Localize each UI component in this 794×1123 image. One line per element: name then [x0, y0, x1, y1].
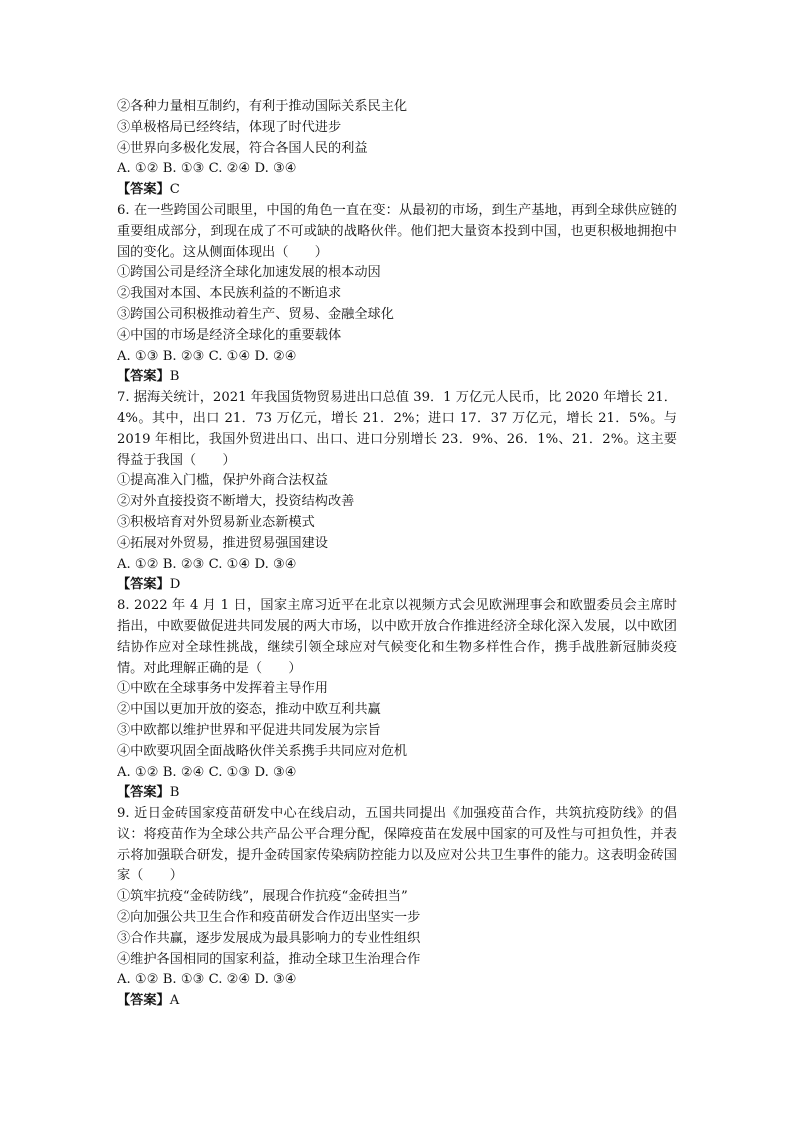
q8-option-4: ④中欧要巩固全面战略伙伴关系携手共同应对危机 [117, 743, 408, 759]
q6-answer-value: B [169, 369, 180, 385]
question-9-block [117, 804, 677, 1012]
q9-option-1: ①筑牢抗疫“金砖防线”，展现合作抗疫“金砖担当” [117, 889, 408, 905]
q8-answer-tag: 【答案】 [117, 785, 170, 801]
q9-stem: 9. 近日金砖国家疫苗研发中心在线启动，五国共同提出《加强疫苗合作，共筑抗疫防线》的倡议：将疫苗作为全球公共产品公平合理分配，保障疫苗在发展中国家的可及性与可担负性，并表示将加强联合研发，提升金砖国家传染病防控能力以及应对公共卫生事件的能力。这表明金砖国家（ ） [117, 806, 677, 884]
q8-choices: A. ①② B. ②④ C. ①③ D. ③④ [117, 764, 297, 780]
q7-answer [117, 575, 677, 596]
q7-answer-value: D [169, 577, 181, 593]
q7-stem: 7. 据海关统计，2021 年我国货物贸易进出口总值 39．1 万亿元人民币，比 2020 年增长 21．4%。其中，出口 21．73 万亿元，增长 21．2%；进口 17．37 万亿元，增长 21．5%。与 2019 年相比，我国外贸进出口、出口、进口分别增长 23．9%、26．1%、21．2%。这主要得益于我国（ ） [117, 390, 677, 468]
q6-option-2: ②我国对本国、本民族利益的不断追求 [117, 286, 342, 302]
q5-option-4: ④世界向多极化发展，符合各国人民的利益 [117, 140, 368, 156]
q8-option-1: ①中欧在全球事务中发挥着主导作用 [117, 681, 328, 697]
q8-option-3: ③中欧都以维护世界和平促进共同发展为宗旨 [117, 722, 381, 738]
question-6-block [117, 201, 677, 388]
q7-option-4: ④拓展对外贸易，推进贸易强国建设 [117, 535, 328, 551]
q8-answer [117, 783, 677, 804]
q7-option-3: ③积极培育对外贸易新业态新模式 [117, 514, 315, 530]
q7-choices: A. ①② B. ②③ C. ①④ D. ③④ [117, 556, 297, 572]
q6-answer [117, 367, 677, 388]
q6-answer-tag: 【答案】 [117, 369, 170, 385]
q6-stem: 6. 在一些跨国公司眼里，中国的角色一直在变：从最初的市场，到生产基地，再到全球供应链的重要组成部分，到现在成了不可或缺的战略伙伴。他们把大量资本投到中国，也更积极地拥抱中国的变化。这从侧面体现出（ ） [117, 202, 677, 260]
q9-answer-tag: 【答案】 [117, 993, 170, 1009]
q5-answer-value: C [169, 182, 180, 198]
q7-option-1: ①提高准入门槛，保护外商合法权益 [117, 473, 328, 489]
question-8-block [117, 596, 677, 804]
q5-answer [117, 180, 677, 201]
q9-option-2: ②向加强公共卫生合作和疫苗研发合作迈出坚实一步 [117, 910, 421, 926]
q9-choices: A. ①② B. ①③ C. ②④ D. ③④ [117, 972, 297, 988]
question-7-block [117, 388, 677, 596]
q5-option-3: ③单极格局已经终结，体现了时代进步 [117, 119, 342, 135]
q8-answer-value: B [169, 785, 180, 801]
q7-option-2: ②对外直接投资不断增大，投资结构改善 [117, 494, 355, 510]
q9-answer-value: A [169, 993, 180, 1009]
q9-option-3: ③合作共赢，逐步发展成为最具影响力的专业性组织 [117, 930, 421, 946]
q8-stem: 8. 2022 年 4 月 1 日，国家主席习近平在北京以视频方式会见欧洲理事会和欧盟委员会主席时指出，中欧要做促进共同发展的两大市场，以中欧开放合作推进经济全球化深入发展，以中欧团结协作应对全球性挑战，继续引领全球应对气候变化和生物多样性合作，携手战胜新冠肺炎疫情。对此理解正确的是（ ） [117, 598, 677, 676]
exam-page [117, 97, 677, 1012]
q6-choices: A. ①③ B. ②③ C. ①④ D. ②④ [117, 348, 297, 364]
q6-option-1: ①跨国公司是经济全球化加速发展的根本动因 [117, 265, 381, 281]
q9-answer [117, 991, 677, 1012]
q9-option-4: ④维护各国相同的国家利益，推动全球卫生治理合作 [117, 951, 421, 967]
q5-option-2: ②各种力量相互制约，有利于推动国际关系民主化 [117, 99, 408, 114]
question-5-block [117, 97, 677, 201]
q6-option-3: ③跨国公司积极推动着生产、贸易、金融全球化 [117, 306, 394, 322]
q7-answer-tag: 【答案】 [117, 577, 170, 593]
q8-option-2: ②中国以更加开放的姿态，推动中欧互利共赢 [117, 702, 381, 718]
q5-choices: A. ①② B. ①③ C. ②④ D. ③④ [117, 161, 297, 177]
q5-answer-tag: 【答案】 [117, 182, 170, 198]
q6-option-4: ④中国的市场是经济全球化的重要载体 [117, 327, 342, 343]
